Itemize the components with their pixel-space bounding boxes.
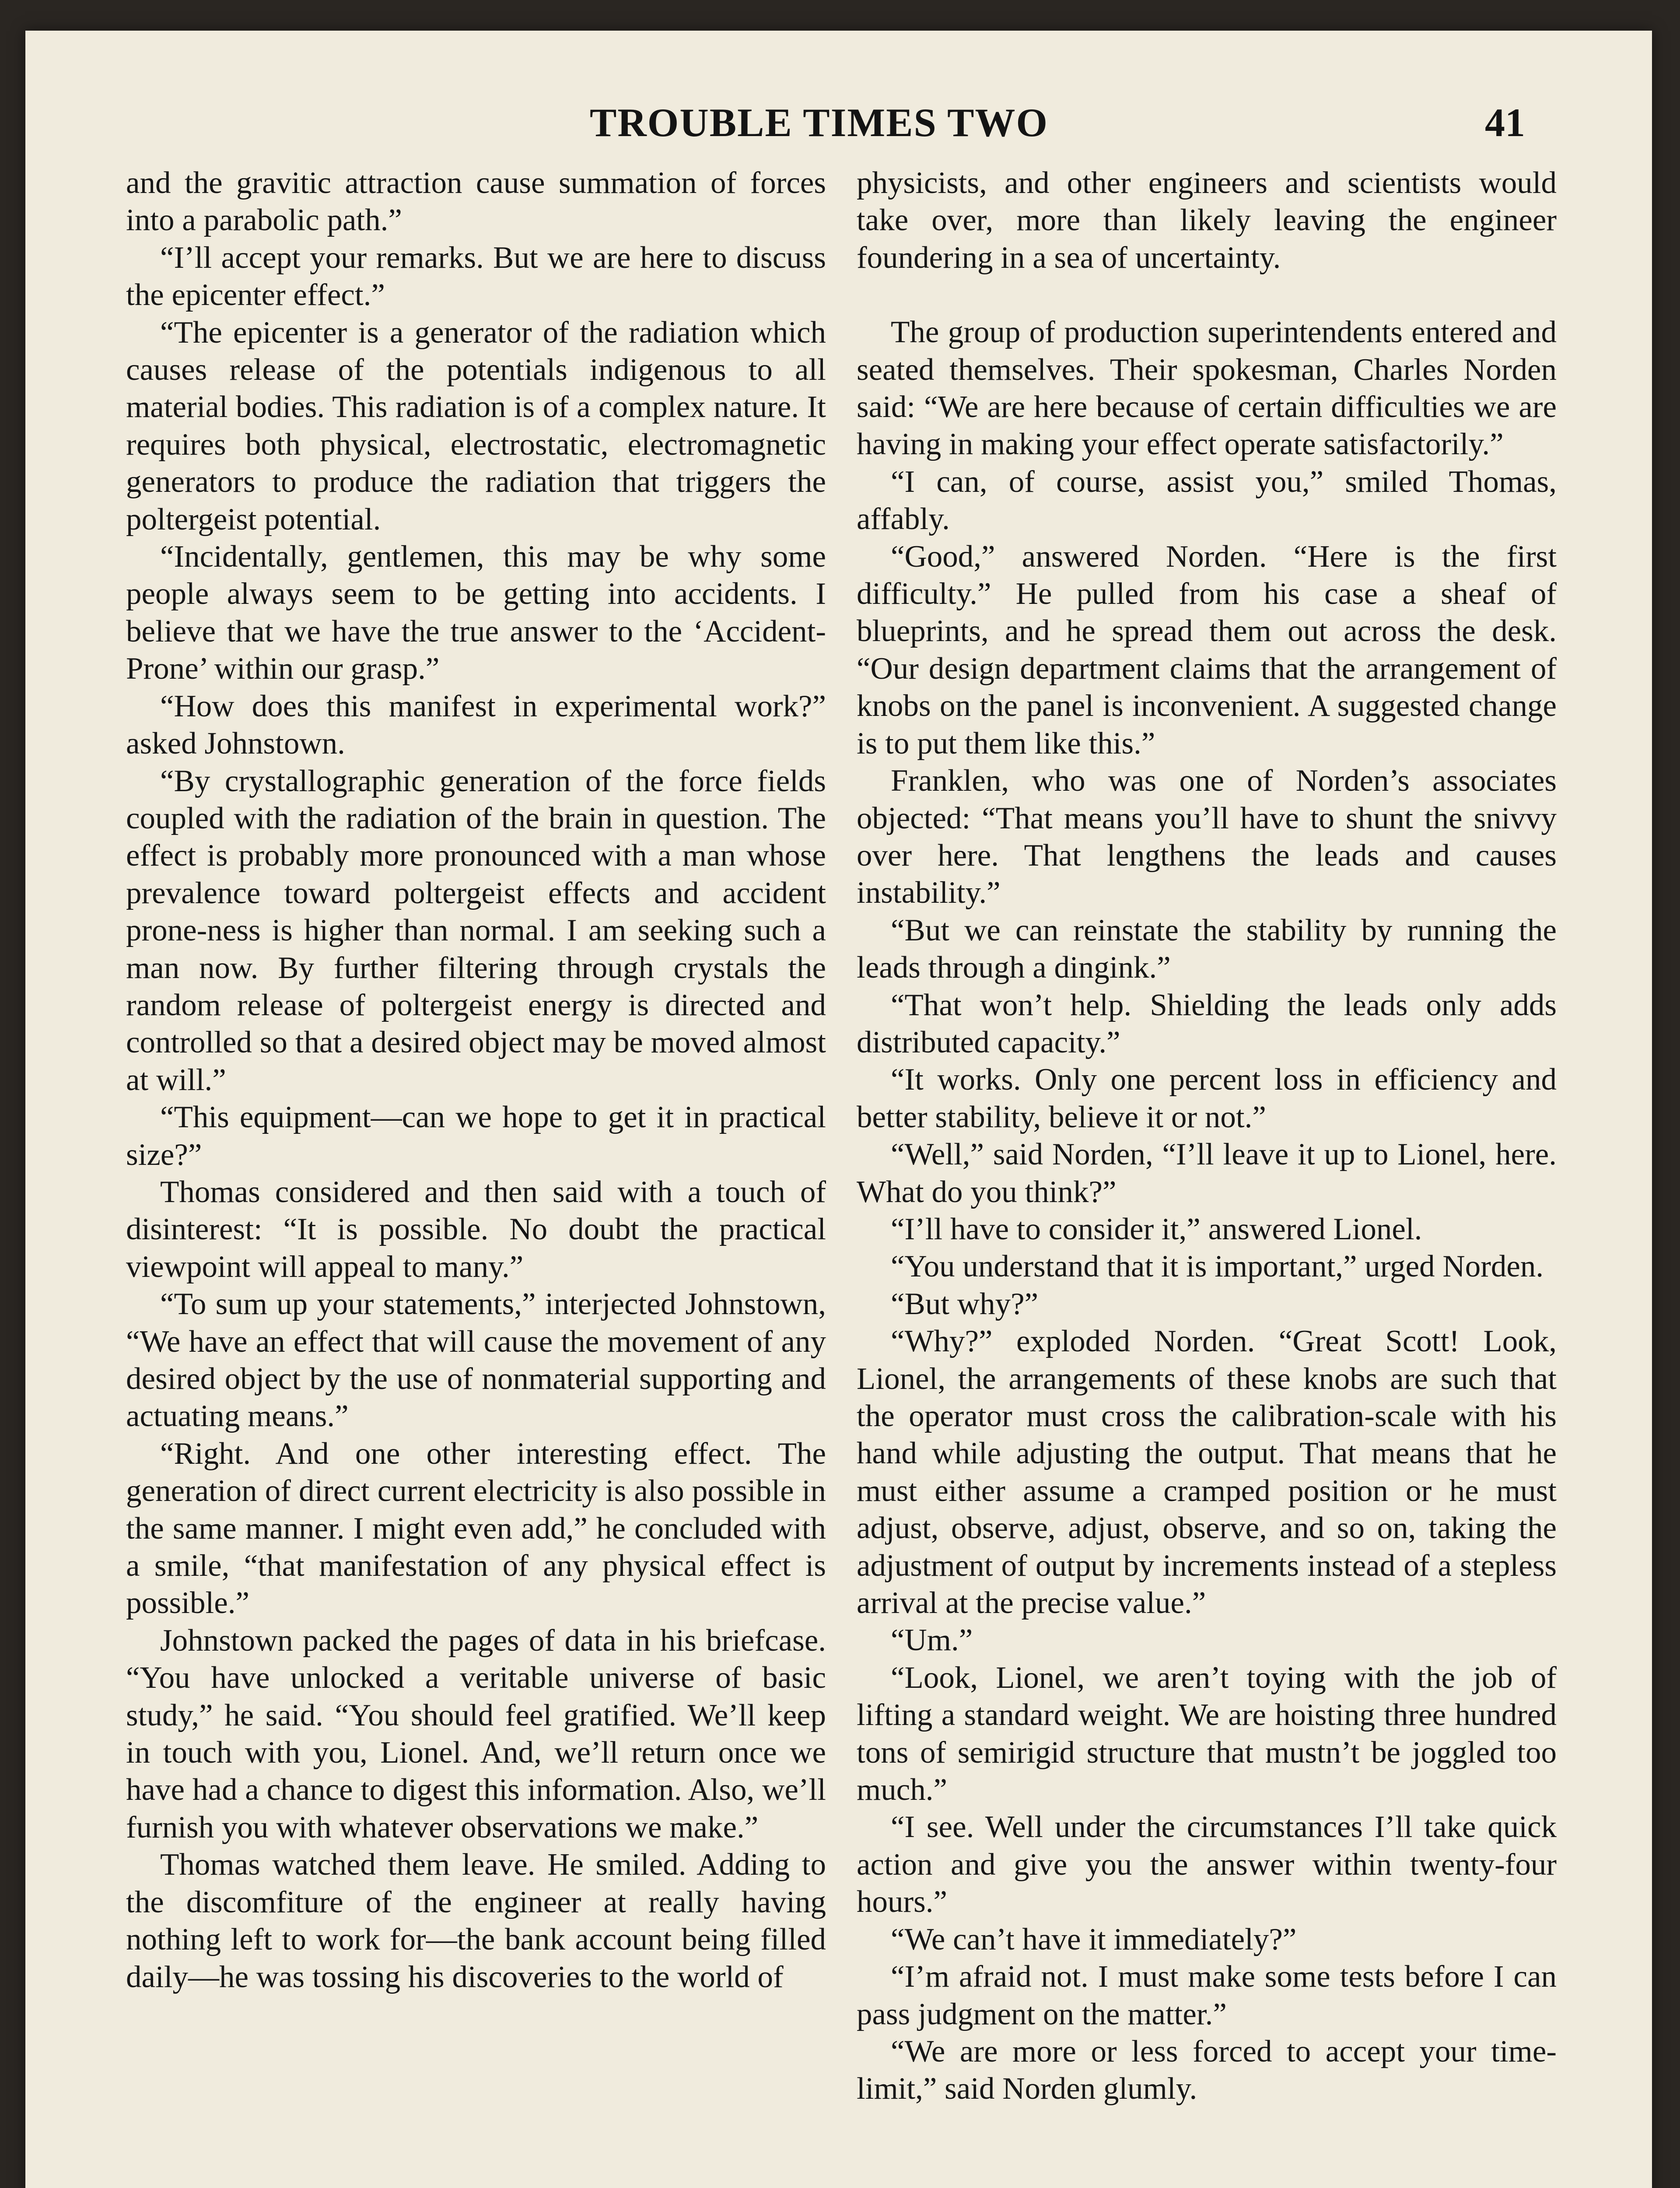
paragraph: “It works. Only one percent loss in efficiency and better stability, believe it or not.”: [857, 1062, 1557, 1134]
paragraph: “But we can reinstate the stability by running the leads through a dingink.”: [857, 913, 1557, 985]
paragraph: “Right. And one other interesting effect. The generation of direct current electricity is also possible in the same manner. I might even add,” he concluded with a smile, “that manifestation of any physical effect is possible.”: [126, 1436, 826, 1620]
paragraph: “I’m afraid not. I must make some tests before I can pass judgment on the matter.”: [857, 1960, 1557, 2031]
paragraph: physicists, and other engineers and scientists would take over, more than likely leaving the engineer foundering in a sea of uncertainty.: [857, 166, 1557, 275]
paragraph: “Look, Lionel, we aren’t toying with the job of lifting a standard weight. We are hoisting three hundred tons of semirigid structure that mustn’t be joggled too much.”: [857, 1660, 1557, 1807]
left-column: [126, 165, 826, 1996]
paragraph: “I see. Well under the circumstances I’ll take quick action and give you the answer within twenty-four hours.”: [857, 1810, 1557, 1919]
paragraph: “Um.”: [891, 1623, 973, 1658]
paragraph: Thomas considered and then said with a touch of disinterest: “It is possible. No doubt the practical viewpoint will appeal to many.”: [126, 1175, 826, 1284]
right-column: [857, 165, 1557, 2108]
paragraph: Franklen, who was one of Norden’s associates objected: “That means you’ll have to shunt the snivvy over here. That lengthens the leads and causes instability.”: [857, 764, 1557, 910]
paragraph: “Well,” said Norden, “I’ll leave it up to Lionel, here. What do you think?”: [857, 1137, 1557, 1209]
paragraph: “I can, of course, assist you,” smiled Thomas, affably.: [857, 464, 1557, 536]
paragraph: “Good,” answered Norden. “Here is the first difficulty.” He pulled from his case a sheaf of blueprints, and he spread them out across the desk. “Our design department claims that the arrangement of knobs on the panel is inconvenient. A suggested change is to put them like this.”: [857, 539, 1557, 761]
paragraph: “I’ll have to consider it,” answered Lionel.: [891, 1212, 1422, 1246]
paragraph: “But why?”: [891, 1287, 1039, 1321]
paragraph: “Incidentally, gentlemen, this may be why some people always seem to be getting into accidents. I believe that we have the true answer to the ‘Accident-Prone’ within our grasp.”: [126, 540, 826, 686]
paragraph: “How does this manifest in experimental work?” asked Johnstown.: [126, 689, 826, 761]
paragraph: “You understand that it is important,” urged Norden.: [891, 1249, 1544, 1284]
page-header: [25, 96, 1652, 162]
paragraph: “We are more or less forced to accept your time-limit,” said Norden glumly.: [857, 2034, 1557, 2106]
book-page: [25, 31, 1652, 2188]
paragraph: “That won’t help. Shielding the leads only adds distributed capacity.”: [857, 988, 1557, 1059]
paragraph: “This equipment—can we hope to get it in practical size?”: [126, 1100, 826, 1172]
paragraph: The group of production superintendents entered and seated themselves. Their spokesman, Charles Norden said: “We are here because of certain difficulties we are having in making your effect operate satisfactorily.”: [857, 315, 1557, 462]
paragraph: “The epicenter is a generator of the radiation which causes release of the potentials indigenous to all material bodies. This radiation is of a complex nature. It requires both physical, electrostatic, electromagnetic generators to produce the radiation that triggers the poltergeist potential.: [126, 315, 826, 536]
paragraph: “We can’t have it immediately?”: [891, 1922, 1297, 1957]
paragraph: “Why?” exploded Norden. “Great Scott! Look, Lionel, the arrangements of these knobs are such that the operator must cross the calibration-scale with his hand while adjusting the output. That means that he must either assume a cramped position or he must adjust, observe, adjust, observe, and so on, taking the adjustment of output by increments instead of a stepless arrival at the precise value.”: [857, 1324, 1557, 1620]
page-number: 41: [1485, 100, 1525, 145]
running-title: TROUBLE TIMES TWO: [590, 100, 1049, 145]
paragraph: “By crystallographic generation of the force fields coupled with the radiation of the brain in question. The effect is probably more pronounced with a man whose prevalence toward poltergeist effects and accident prone-ness is higher than normal. I am seeking such a man now. By further filtering through crystals the random release of poltergeist energy is directed and controlled so that a desired object may be moved almost at will.”: [126, 764, 826, 1097]
paragraph: “I’ll accept your remarks. But we are here to discuss the epicenter effect.”: [126, 240, 826, 312]
paragraph: “To sum up your statements,” interjected Johnstown, “We have an effect that will cause the movement of any desired object by the use of nonmaterial supporting and actuating means.”: [126, 1287, 826, 1434]
paragraph: Johnstown packed the pages of data in his briefcase. “You have unlocked a veritable universe of basic study,” he said. “You should feel gratified. We’ll keep in touch with you, Lionel. And, we’ll return once we have had a chance to digest this information. Also, we’ll furnish you with whatever observations we make.”: [126, 1623, 826, 1844]
paragraph: Thomas watched them leave. He smiled. Adding to the discomfiture of the engineer at really having nothing left to work for—the bank account being filled daily—he was tossing his discoveries to the world of: [126, 1848, 826, 1994]
paragraph: and the gravitic attraction cause summation of forces into a parabolic path.”: [126, 166, 826, 238]
